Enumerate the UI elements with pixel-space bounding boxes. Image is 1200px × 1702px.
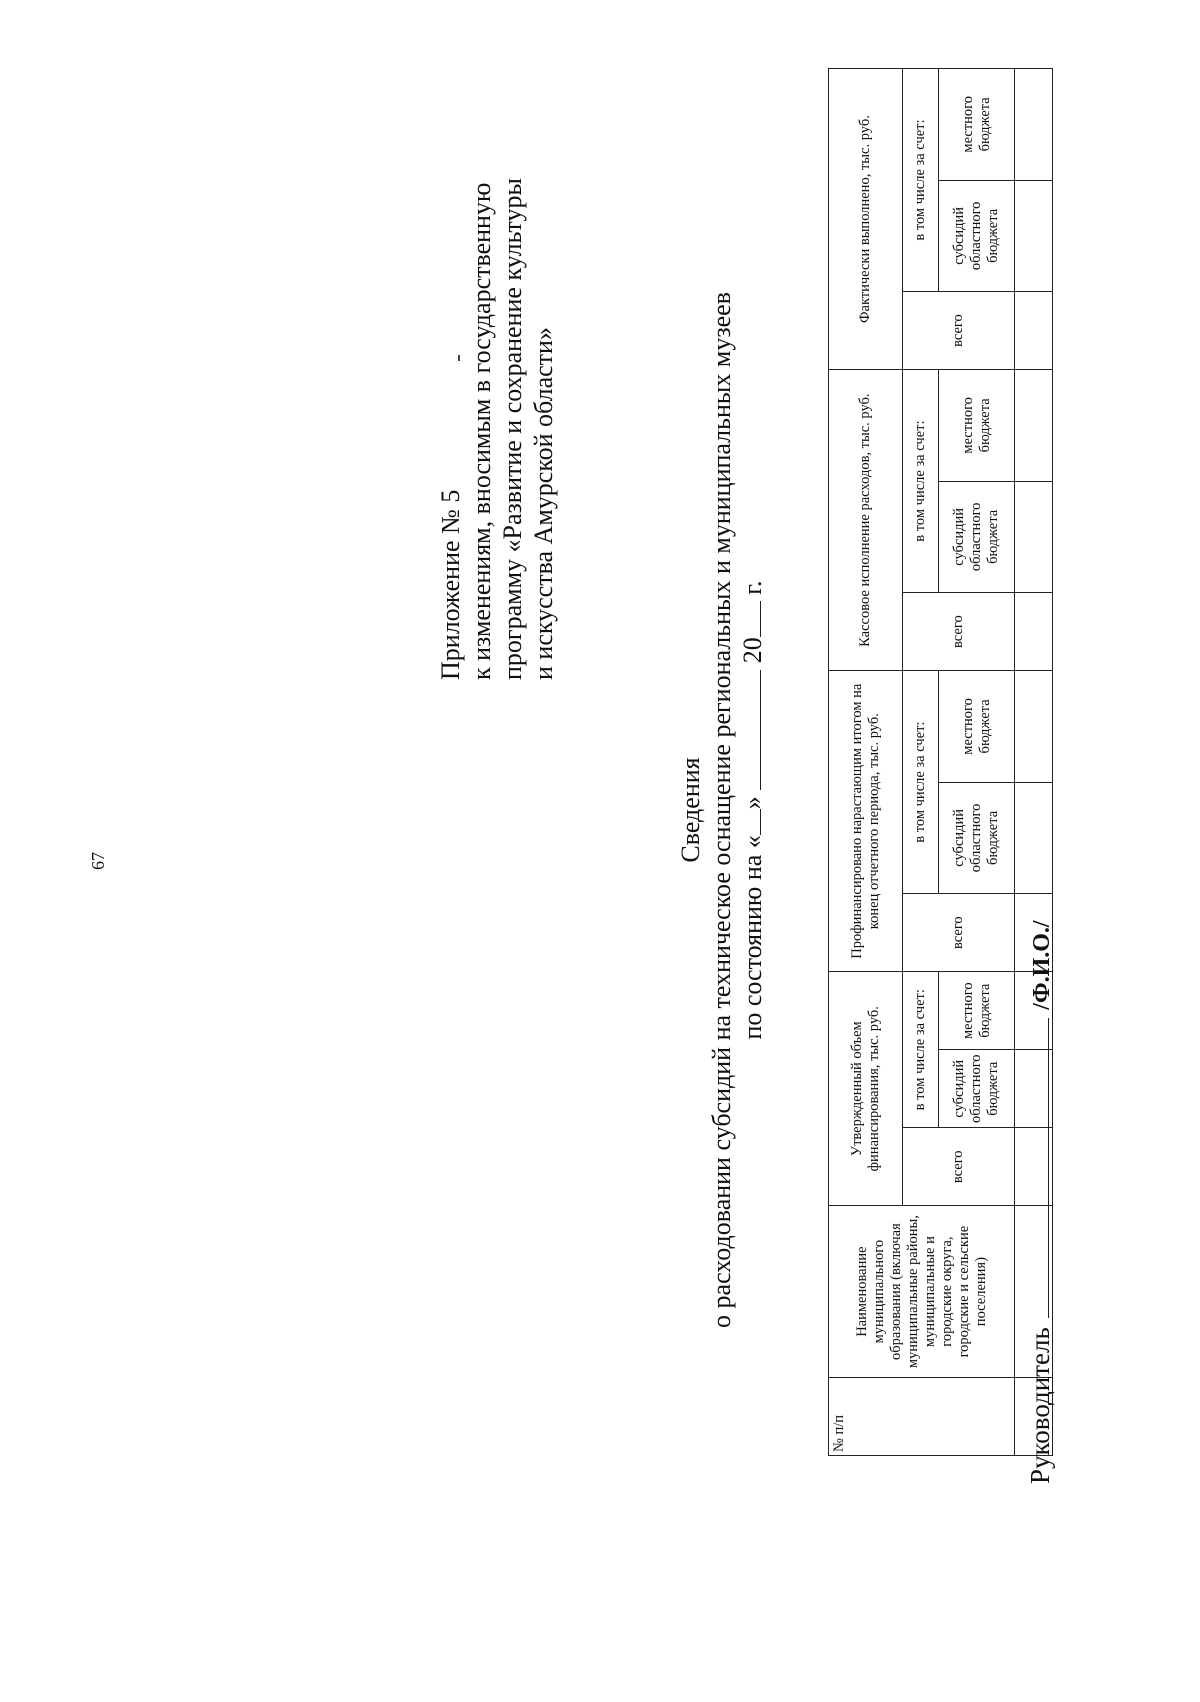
header-local: местного бюджета <box>939 671 1015 783</box>
header-total: всего <box>903 593 1015 671</box>
expenditure-table <box>828 68 1053 1456</box>
header-including: в том числе за счет: <box>903 69 939 292</box>
header-municipality: Наименование муниципального образования (включая муниципальные районы, муниципальные и городские округа, городские и сельские поселения) <box>829 1206 1015 1378</box>
header-cash-execution: Кассовое исполнение расходов, тыс. руб. <box>829 370 903 671</box>
header-subsidy: субсидий областного бюджета <box>939 180 1015 291</box>
rotated-content <box>410 0 1110 1580</box>
page-number: 67 <box>88 852 108 870</box>
signature-fio: /Ф.И.О./ <box>1029 920 1055 1010</box>
header-including: в том числе за счет: <box>903 972 939 1128</box>
header-approved: Утвержденный объем финансирования, тыс. руб. <box>829 972 903 1206</box>
header-including: в том числе за счет: <box>903 370 939 593</box>
signature-line <box>1025 584 1056 1484</box>
header-local: местного бюджета <box>939 370 1015 482</box>
header-local: местного бюджета <box>939 972 1015 1050</box>
header-subsidy: субсидий областного бюджета <box>939 782 1015 893</box>
header-local: местного бюджета <box>939 69 1015 181</box>
appendix-block <box>435 20 559 680</box>
header-total: всего <box>903 292 1015 370</box>
header-subsidy: субсидий областного бюджета <box>939 481 1015 592</box>
title-line1: Сведения <box>676 757 705 863</box>
document-title <box>675 160 768 1460</box>
appendix-line4: и искусства Амурской области» <box>529 327 558 680</box>
header-actual: Фактически выполнено, тыс. руб. <box>829 69 903 370</box>
appendix-line3: программу «Развитие и сохранение культуры <box>498 178 527 680</box>
appendix-line1: Приложение № 5 <box>436 489 465 680</box>
header-including: в том числе за счет: <box>903 671 939 894</box>
header-total: всего <box>903 894 1015 972</box>
title-line3: по состоянию на «» 20 г. <box>738 580 767 1040</box>
header-total: всего <box>903 1128 1015 1206</box>
header-num: № п/п <box>829 1377 1015 1455</box>
header-subsidy: субсидий областного бюджета <box>939 1050 1015 1128</box>
appendix-line2: к изменениям, вносимым в государственную <box>467 182 496 680</box>
signature-blank <box>1028 1018 1049 1318</box>
header-financed: Профинансировано нарастающим итогом на конец отчетного периода, тыс. руб. <box>829 671 903 972</box>
signature-label: Руководитель <box>1025 1327 1055 1484</box>
title-line2: о расходовании субсидий на техническое оснащение региональных и муниципальных музеев <box>707 292 736 1328</box>
